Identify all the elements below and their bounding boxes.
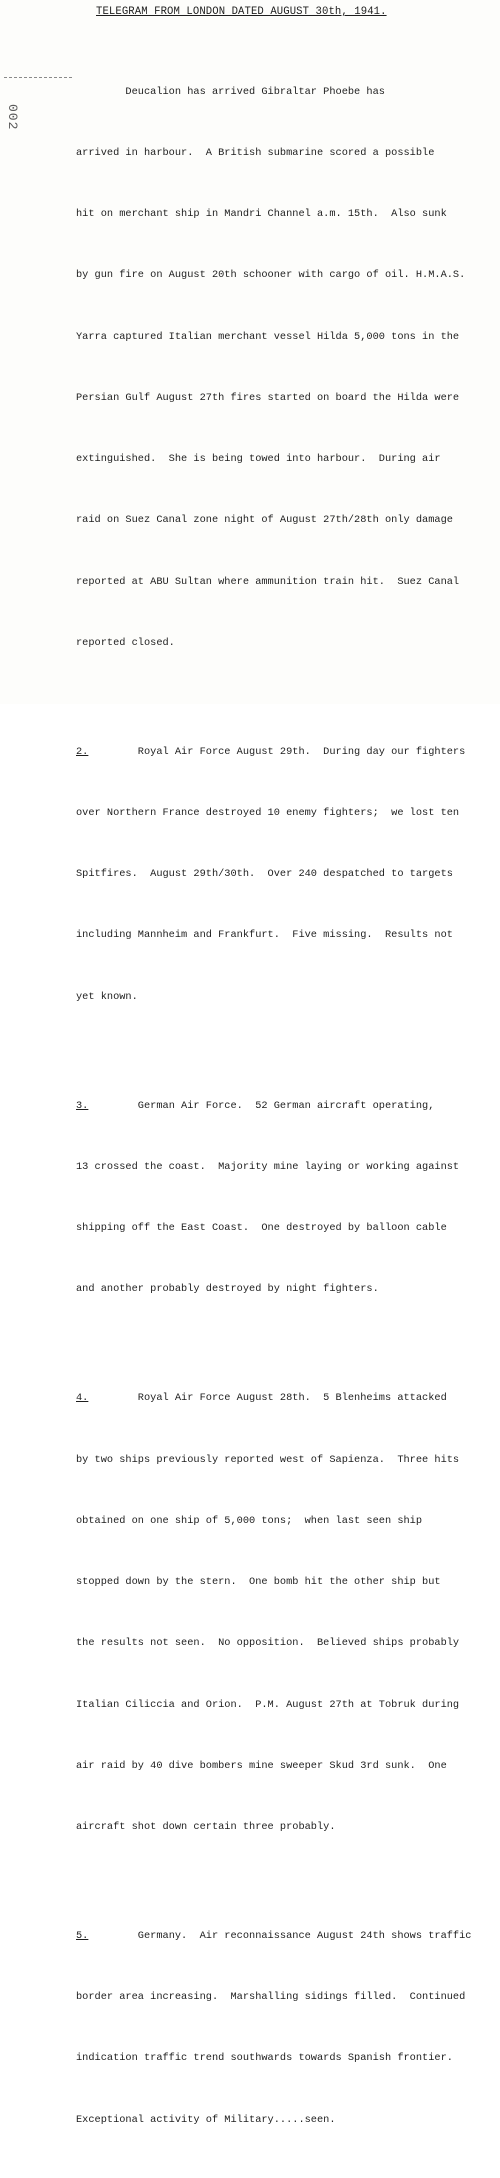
paragraph-line: hit on merchant ship in Mandri Channel a.m. 15th. Also sunk [76,208,447,221]
paragraph-number: 3. [76,1099,89,1112]
paragraph-3 [76,1055,496,1341]
paragraph-line: indication traffic trend southwards towards Spanish frontier. [76,2052,453,2065]
paragraph-line [76,1926,496,1946]
paragraph-line: the results not seen. No opposition. Believed ships probably [76,1637,460,1650]
paragraph-1 [76,41,496,694]
margin-page-number: 002 [5,104,20,131]
paragraph-line: yet known. [76,990,138,1003]
paragraph-line: by gun fire on August 20th schooner with cargo of oil. H.M.A.S. [76,269,466,282]
paragraph-line: Spitfires. August 29th/30th. Over 240 despatched to targets [76,868,453,881]
paragraph-line [76,1388,496,1408]
telegram-title: TELEGRAM FROM LONDON DATED AUGUST 30th, 1941. [96,6,387,18]
paragraph-line: aircraft shot down certain three probably. [76,1820,336,1833]
paragraph-4 [76,1348,496,1879]
paragraph-line: including Mannheim and Frankfurt. Five missing. Results not [76,929,453,942]
paragraph-line: Deucalion has arrived Gibraltar Phoebe has [76,85,385,98]
paragraph-line: reported closed. [76,636,175,649]
paragraph-line: border area increasing. Marshalling sidings filled. Continued [76,1991,466,2004]
paragraph-number: 4. [76,1392,89,1405]
paragraph-line [76,1096,496,1116]
paragraph-line-text: Germany. Air reconnaissance August 24th shows traffic [88,1929,472,1942]
paragraph-line: over Northern France destroyed 10 enemy fighters; we lost ten [76,807,460,820]
paragraph-line: stopped down by the stern. One bomb hit the other ship but [76,1576,441,1589]
paragraph-line: 13 crossed the coast. Majority mine laying or working against [76,1160,460,1173]
paragraph-line [76,742,496,762]
paragraph-2 [76,701,496,1048]
paragraph-line-text: Royal Air Force August 28th. 5 Blenheims attacked [88,1392,447,1405]
margin-dash-line [4,77,72,78]
paragraph-line: Persian Gulf August 27th fires started on board the Hilda were [76,391,460,404]
paragraph-line: Yarra captured Italian merchant vessel Hilda 5,000 tons in the [76,330,460,343]
paragraph-number: 2. [76,745,89,758]
paragraph-line: and another probably destroyed by night fighters. [76,1283,379,1296]
paragraph-number: 5. [76,1929,89,1942]
paragraph-line: arrived in harbour. A British submarine scored a possible [76,147,435,160]
paragraph-line: Italian Ciliccia and Orion. P.M. August 27th at Tobruk during [76,1698,460,1711]
telegram-body [76,41,496,2178]
paragraph-line-text: Royal Air Force August 29th. During day our fighters [88,745,466,758]
paragraph-line: raid on Suez Canal zone night of August 27th/28th only damage [76,514,453,527]
paragraph-line: reported at ABU Sultan where ammunition train hit. Suez Canal [76,575,460,588]
paragraph-line: air raid by 40 dive bombers mine sweeper Skud 3rd sunk. One [76,1759,447,1772]
paragraph-5 [76,1885,496,2171]
paragraph-line: Exceptional activity of Military.....seen. [76,2113,336,2126]
paragraph-line-text: German Air Force. 52 German aircraft operating, [88,1099,435,1112]
paragraph-line: by two ships previously reported west of Sapienza. Three hits [76,1453,460,1466]
paragraph-line: shipping off the East Coast. One destroyed by balloon cable [76,1222,447,1235]
paragraph-line: obtained on one ship of 5,000 tons; when last seen ship [76,1514,423,1527]
paragraph-line: extinguished. She is being towed into harbour. During air [76,453,441,466]
